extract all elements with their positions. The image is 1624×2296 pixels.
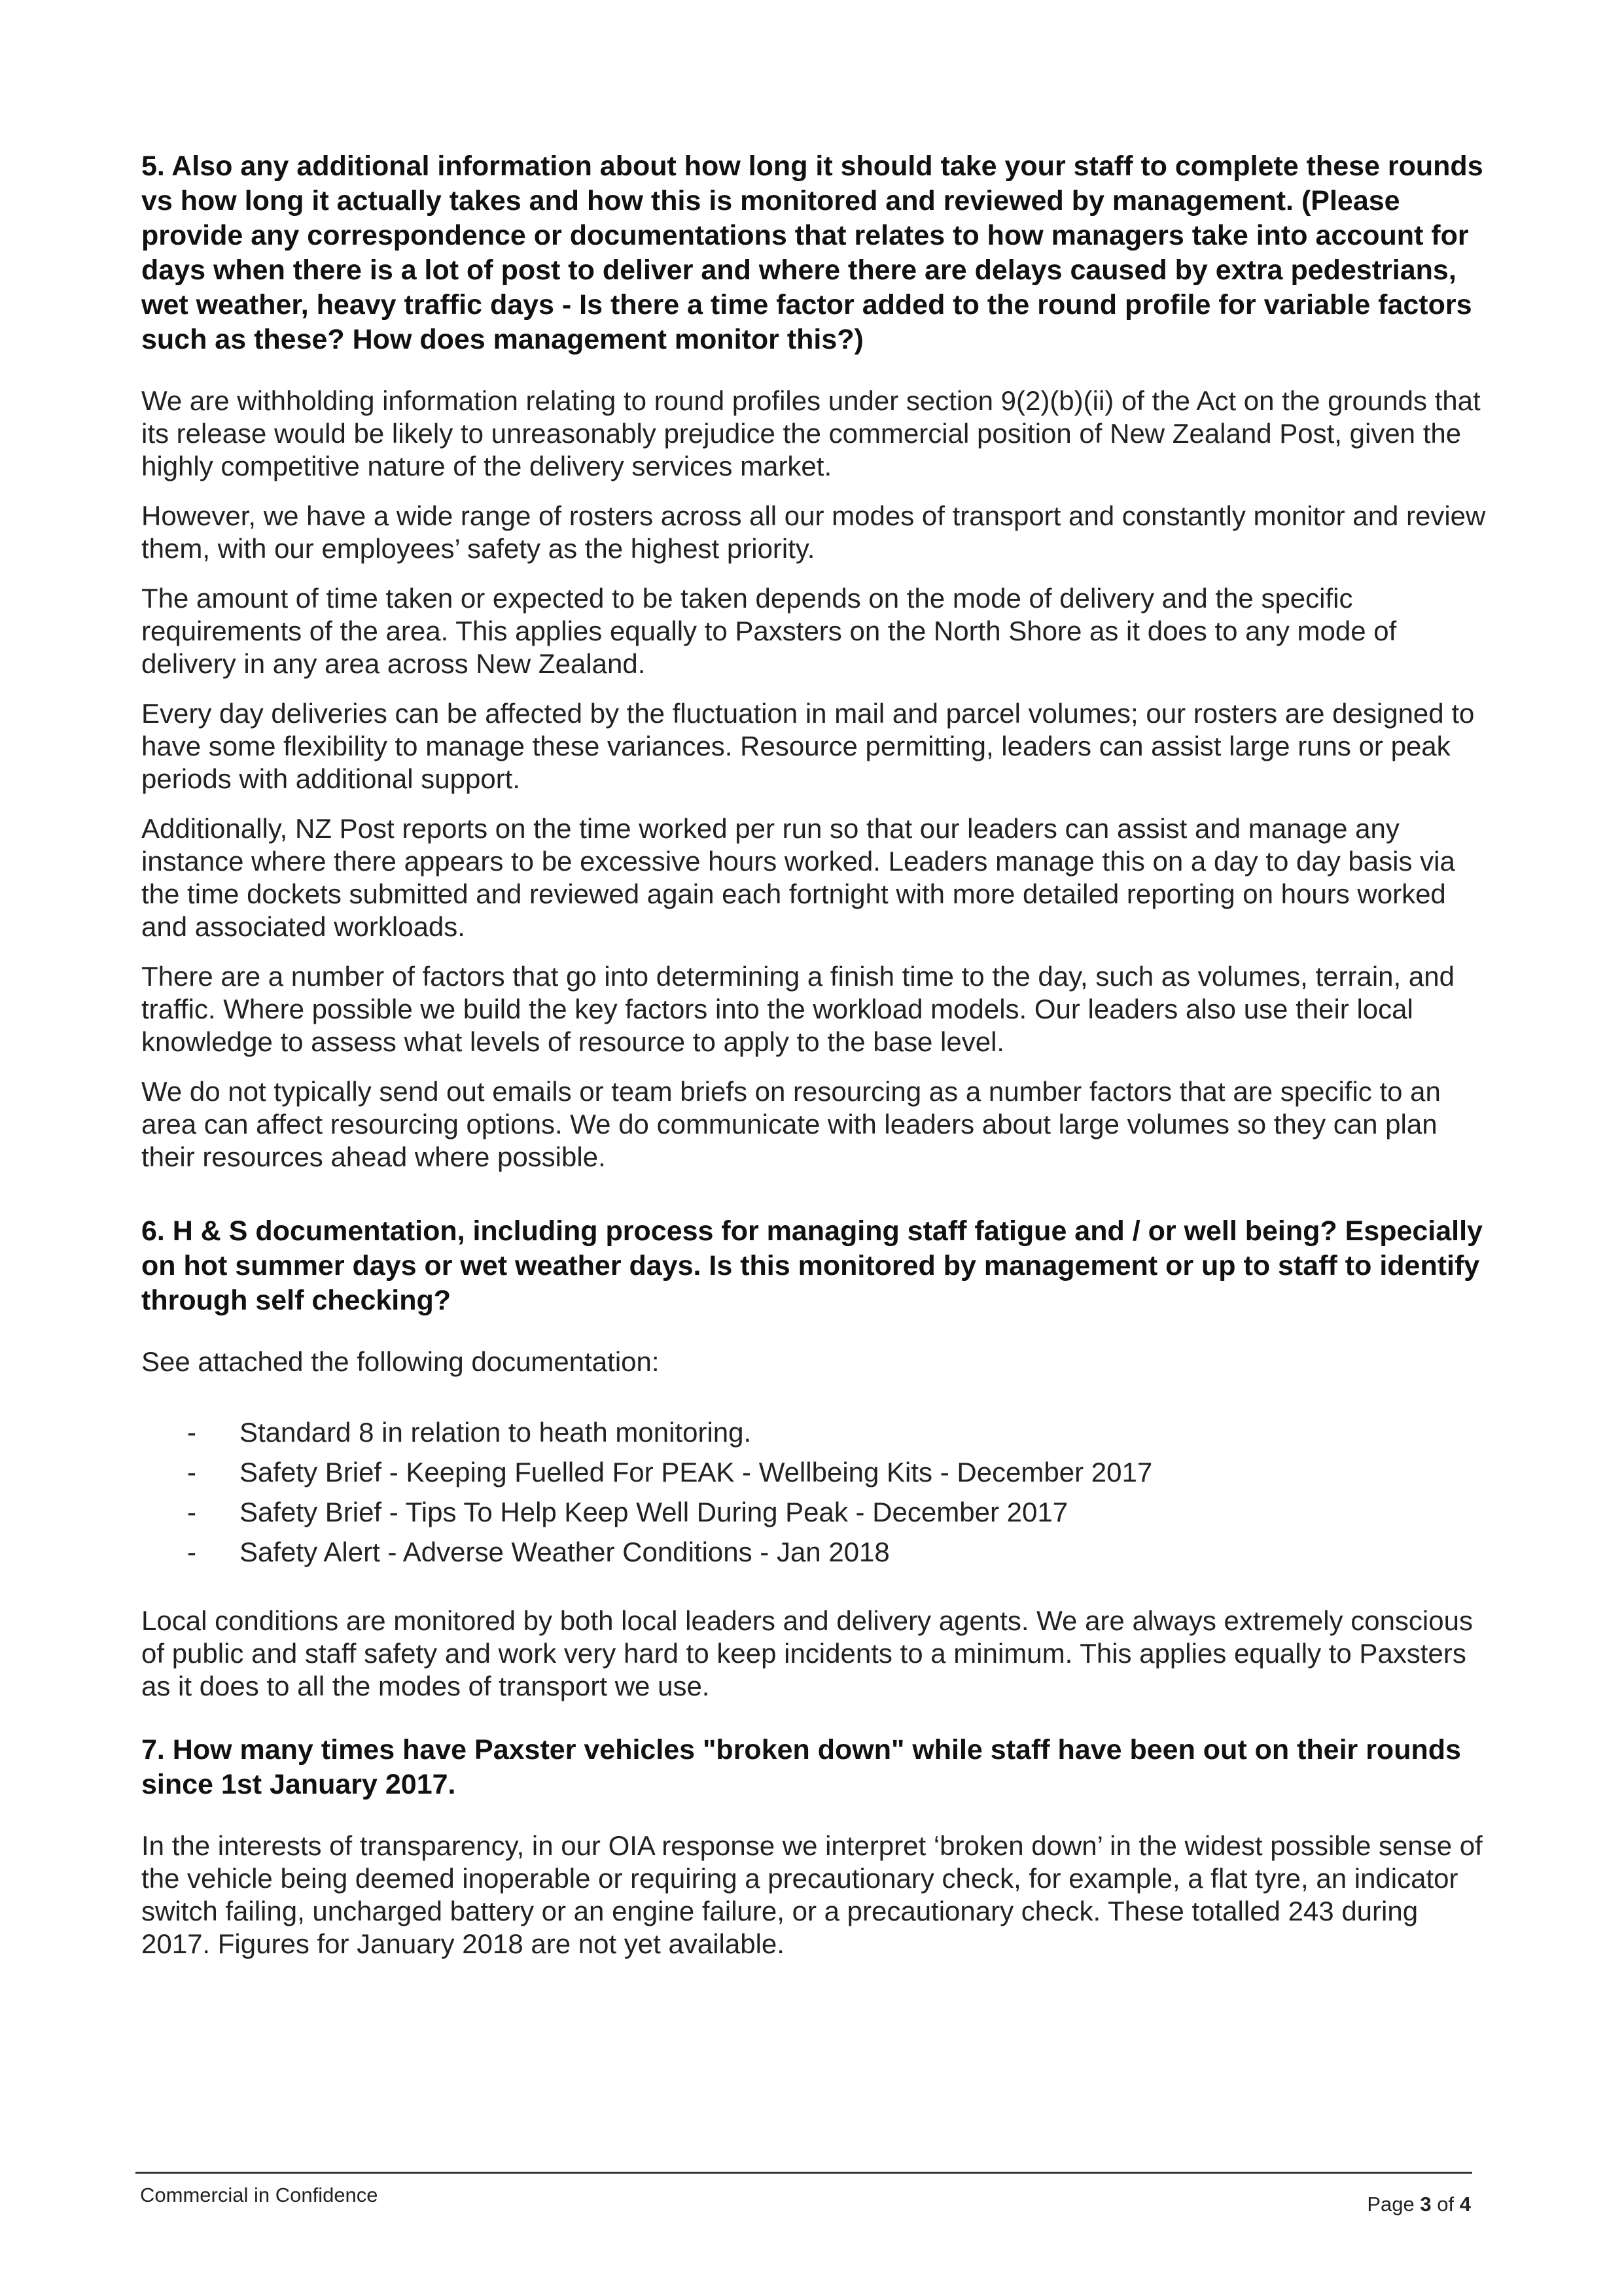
document-body xyxy=(141,149,1489,1960)
page-total: 4 xyxy=(1459,2193,1471,2216)
question-6-heading: 6. H & S documentation, including process for managing staff fatigue and / or well being? Especially on hot summer days or wet weather days. Is this monitored by management or up to staff to identify through self checking? xyxy=(141,1215,1483,1316)
q5-answer-paragraph-5: Additionally, NZ Post reports on the time worked per run so that our leaders can assist and manage any instance where there appears to be excessive hours worked. Leaders manage this on a day to day basis via the time dockets submitted and reviewed again each fortnight with more detailed reporting on hours worked and associated workloads. xyxy=(141,813,1455,942)
q5-answer-paragraph-1: We are withholding information relating to round profiles under section 9(2)(b)(ii) of the Act on the grounds that its release would be likely to unreasonably prejudice the commercial position of New Zealand Post, given the highly competitive nature of the delivery services market. xyxy=(141,385,1481,481)
list-item xyxy=(141,1492,1489,1532)
q5-answer-paragraph-2: However, we have a wide range of rosters across all our modes of transport and constantly monitor and review them, with our employees’ safety as the highest priority. xyxy=(141,500,1486,564)
q7-answer-paragraph: In the interests of transparency, in our OIA response we interpret ‘broken down’ in the widest possible sense of the vehicle being deemed inoperable or requiring a precautionary check, for example, a flat tyre, an indicator switch failing, uncharged battery or an engine failure, or a precautionary check. These totalled 243 during 2017. Figures for January 2018 are not yet available. xyxy=(141,1830,1483,1959)
question-5-heading: 5. Also any additional information about how long it should take your staff to complete these rounds vs how long it actually takes and how this is monitored and reviewed by management. (Please provide any correspondence or documentations that relates to how managers take into account for days when there is a lot of post to deliver and where there are delays caused by extra pedestrians, wet weather, heavy traffic days - Is there a time factor added to the round profile for variable factors such as these? How does management monitor this?) xyxy=(141,150,1483,355)
list-item xyxy=(141,1532,1489,1572)
footer-divider xyxy=(135,2172,1472,2174)
list-item xyxy=(141,1452,1489,1492)
q6-closing-paragraph: Local conditions are monitored by both local leaders and delivery agents. We are always extremely conscious of public and staff safety and work very hard to keep incidents to a minimum. This applies equally to Paxsters as it does to all the modes of transport we use. xyxy=(141,1605,1473,1701)
list-item-text: Safety Brief - Keeping Fuelled For PEAK - Wellbeing Kits - December 2017 xyxy=(239,1457,1153,1487)
section-question-5 xyxy=(141,149,1489,1174)
list-dash: - xyxy=(187,1457,196,1487)
list-item-text: Standard 8 in relation to heath monitoring. xyxy=(239,1417,752,1448)
q5-answer-paragraph-6: There are a number of factors that go into determining a finish time to the day, such as volumes, terrain, and traffic. Where possible we build the key factors into the workload models. Our leaders also use their local knowledge to assess what levels of resource to apply to the base level. xyxy=(141,961,1455,1057)
list-item-text: Safety Brief - Tips To Help Keep Well During Peak - December 2017 xyxy=(239,1497,1068,1527)
footer-page-number xyxy=(1367,2191,1471,2218)
list-dash: - xyxy=(187,1537,196,1567)
section-question-7 xyxy=(141,1733,1489,1960)
list-dash: - xyxy=(187,1417,196,1448)
q5-answer-paragraph-7: We do not typically send out emails or team briefs on resourcing as a number factors that are specific to an area can affect resourcing options. We do communicate with leaders about large volumes so they can plan their resources ahead where possible. xyxy=(141,1076,1441,1172)
page-of: of xyxy=(1437,2193,1455,2216)
attached-documents-list xyxy=(141,1412,1489,1572)
q5-answer-paragraph-3: The amount of time taken or expected to be taken depends on the mode of delivery and the specific requirements of the area. This applies equally to Paxsters on the North Shore as it does to any mode of delivery in any area across New Zealand. xyxy=(141,583,1397,679)
q6-intro: See attached the following documentation: xyxy=(141,1346,660,1377)
section-question-6 xyxy=(141,1214,1489,1703)
list-item-text: Safety Alert - Adverse Weather Conditions - Jan 2018 xyxy=(239,1537,890,1567)
q5-answer-paragraph-4: Every day deliveries can be affected by the fluctuation in mail and parcel volumes; our rosters are designed to have some flexibility to manage these variances. Resource permitting, leaders can assist large runs or peak periods with additional support. xyxy=(141,698,1475,794)
footer-classification: Commercial in Confidence xyxy=(140,2183,378,2206)
list-item xyxy=(141,1412,1489,1452)
question-7-heading: 7. How many times have Paxster vehicles "broken down" while staff have been out on their rounds since 1st January 2017. xyxy=(141,1734,1461,1800)
page-word: Page xyxy=(1367,2193,1415,2216)
page-current: 3 xyxy=(1420,2193,1432,2216)
list-dash: - xyxy=(187,1497,196,1527)
